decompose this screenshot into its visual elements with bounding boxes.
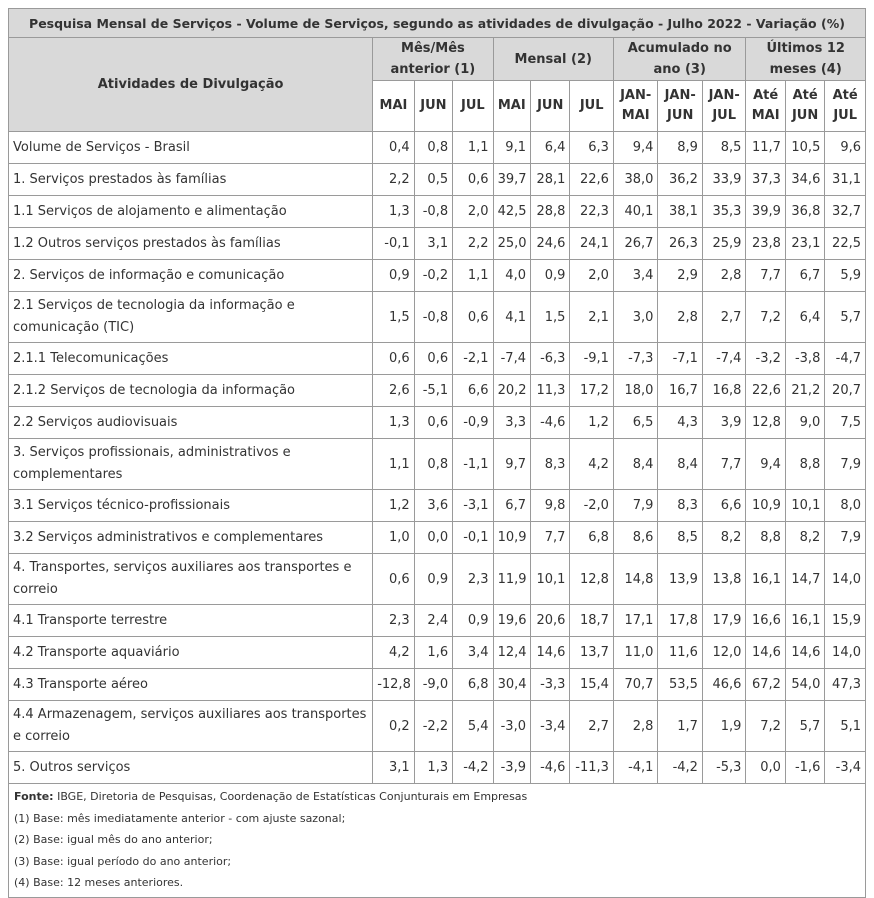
value-cell: 16,8 [702, 375, 746, 407]
row-label: 5. Outros serviços [9, 752, 373, 784]
table-row [9, 554, 866, 605]
sub-header: Até MAI [746, 81, 785, 132]
value-cell: 0,0 [414, 522, 452, 554]
value-cell: -3,4 [825, 752, 866, 784]
value-cell: 0,8 [414, 439, 452, 490]
value-cell: -1,6 [785, 752, 824, 784]
value-cell: 12,0 [702, 637, 746, 669]
footnote-1: (1) Base: mês imediatamente anterior - com ajuste sazonal; [14, 811, 346, 825]
value-cell: 4,1 [493, 292, 530, 343]
value-cell: 5,4 [453, 701, 493, 752]
sub-header: JUL [453, 81, 493, 132]
row-label: 2. Serviços de informação e comunicação [9, 260, 373, 292]
value-cell: -4,2 [453, 752, 493, 784]
value-cell: 21,2 [785, 375, 824, 407]
value-cell: 14,8 [613, 554, 658, 605]
value-cell: 14,6 [785, 637, 824, 669]
table-row [9, 196, 866, 228]
value-cell: 15,4 [570, 669, 614, 701]
value-cell: 1,3 [373, 196, 414, 228]
sub-header: JUN [530, 81, 569, 132]
value-cell: 24,6 [530, 228, 569, 260]
value-cell: 1,1 [453, 132, 493, 164]
value-cell: 8,6 [613, 522, 658, 554]
value-cell: 54,0 [785, 669, 824, 701]
value-cell: 5,7 [825, 292, 866, 343]
value-cell: 1,1 [453, 260, 493, 292]
value-cell: 3,1 [373, 752, 414, 784]
value-cell: 3,0 [613, 292, 658, 343]
row-label: 1.2 Outros serviços prestados às famílias [9, 228, 373, 260]
value-cell: 26,7 [613, 228, 658, 260]
value-cell: -6,3 [530, 343, 569, 375]
table-notes [8, 784, 866, 898]
value-cell: 2,2 [373, 164, 414, 196]
table-row [9, 669, 866, 701]
value-cell: -0,8 [414, 292, 452, 343]
group-header-ytd: Acumulado no ano (3) [613, 38, 746, 81]
value-cell: -0,8 [414, 196, 452, 228]
value-cell: -7,4 [493, 343, 530, 375]
source-text: IBGE, Diretoria de Pesquisas, Coordenação de Estatísticas Conjunturais em Empresas [53, 790, 528, 803]
value-cell: 20,7 [825, 375, 866, 407]
group-header-row [9, 38, 866, 81]
value-cell: 8,4 [658, 439, 703, 490]
value-cell: -4,2 [658, 752, 703, 784]
value-cell: 0,6 [414, 407, 452, 439]
value-cell: 47,3 [825, 669, 866, 701]
value-cell: 16,7 [658, 375, 703, 407]
value-cell: 2,6 [373, 375, 414, 407]
value-cell: 6,5 [613, 407, 658, 439]
value-cell: -3,8 [785, 343, 824, 375]
row-label: 2.1.2 Serviços de tecnologia da informação [9, 375, 373, 407]
value-cell: 9,1 [493, 132, 530, 164]
value-cell: 10,5 [785, 132, 824, 164]
row-label: 3.2 Serviços administrativos e complementares [9, 522, 373, 554]
value-cell: -9,0 [414, 669, 452, 701]
value-cell: 34,6 [785, 164, 824, 196]
source-note [14, 786, 860, 808]
value-cell: -9,1 [570, 343, 614, 375]
value-cell: 13,8 [702, 554, 746, 605]
value-cell: 14,0 [825, 554, 866, 605]
value-cell: 7,9 [613, 490, 658, 522]
value-cell: 17,1 [613, 605, 658, 637]
value-cell: 39,7 [493, 164, 530, 196]
value-cell: 2,9 [658, 260, 703, 292]
value-cell: 13,7 [570, 637, 614, 669]
value-cell: -2,2 [414, 701, 452, 752]
value-cell: 13,9 [658, 554, 703, 605]
row-label: Volume de Serviços - Brasil [9, 132, 373, 164]
value-cell: 2,3 [373, 605, 414, 637]
value-cell: 7,7 [746, 260, 785, 292]
value-cell: -3,1 [453, 490, 493, 522]
services-volume-table [8, 8, 866, 784]
value-cell: 67,2 [746, 669, 785, 701]
value-cell: 9,4 [613, 132, 658, 164]
value-cell: 2,8 [702, 260, 746, 292]
row-label: 4. Transportes, serviços auxiliares aos transportes e correio [9, 554, 373, 605]
value-cell: -4,6 [530, 752, 569, 784]
value-cell: 9,6 [825, 132, 866, 164]
value-cell: 23,8 [746, 228, 785, 260]
value-cell: 1,5 [530, 292, 569, 343]
value-cell: 10,9 [746, 490, 785, 522]
value-cell: 12,8 [570, 554, 614, 605]
group-header-monthly: Mensal (2) [493, 38, 613, 81]
row-label: 3.1 Serviços técnico-profissionais [9, 490, 373, 522]
table-head [9, 9, 866, 132]
value-cell: 42,5 [493, 196, 530, 228]
table-row [9, 164, 866, 196]
row-label: 4.2 Transporte aquaviário [9, 637, 373, 669]
value-cell: 3,6 [414, 490, 452, 522]
value-cell: 17,8 [658, 605, 703, 637]
table-row [9, 605, 866, 637]
row-label: 4.3 Transporte aéreo [9, 669, 373, 701]
value-cell: 1,6 [414, 637, 452, 669]
value-cell: 7,2 [746, 701, 785, 752]
value-cell: 22,6 [570, 164, 614, 196]
value-cell: 17,2 [570, 375, 614, 407]
value-cell: 0,9 [373, 260, 414, 292]
value-cell: 0,9 [414, 554, 452, 605]
value-cell: 24,1 [570, 228, 614, 260]
table-row [9, 132, 866, 164]
value-cell: 11,3 [530, 375, 569, 407]
value-cell: 11,9 [493, 554, 530, 605]
source-label: Fonte: [14, 790, 54, 803]
value-cell: 11,7 [746, 132, 785, 164]
value-cell: 3,9 [702, 407, 746, 439]
value-cell: 6,8 [570, 522, 614, 554]
value-cell: 35,3 [702, 196, 746, 228]
group-header-mom: Mês/Mês anterior (1) [373, 38, 493, 81]
footnote-3: (3) Base: igual período do ano anterior; [14, 854, 232, 868]
value-cell: 8,8 [746, 522, 785, 554]
table-row [9, 490, 866, 522]
table-row [9, 701, 866, 752]
value-cell: 2,7 [702, 292, 746, 343]
row-label: 1.1 Serviços de alojamento e alimentação [9, 196, 373, 228]
value-cell: 18,7 [570, 605, 614, 637]
value-cell: 8,8 [785, 439, 824, 490]
value-cell: 0,8 [414, 132, 452, 164]
value-cell: 1,5 [373, 292, 414, 343]
value-cell: 1,7 [658, 701, 703, 752]
value-cell: 6,6 [702, 490, 746, 522]
table-row [9, 260, 866, 292]
value-cell: 6,6 [453, 375, 493, 407]
value-cell: 8,3 [530, 439, 569, 490]
value-cell: 38,1 [658, 196, 703, 228]
value-cell: 14,7 [785, 554, 824, 605]
value-cell: 53,5 [658, 669, 703, 701]
value-cell: 3,1 [414, 228, 452, 260]
value-cell: 28,1 [530, 164, 569, 196]
value-cell: -0,1 [373, 228, 414, 260]
value-cell: 37,3 [746, 164, 785, 196]
value-cell: 8,5 [702, 132, 746, 164]
value-cell: -3,2 [746, 343, 785, 375]
services-table-container [8, 8, 866, 898]
value-cell: 8,4 [613, 439, 658, 490]
value-cell: 17,9 [702, 605, 746, 637]
value-cell: 2,3 [453, 554, 493, 605]
value-cell: 1,9 [702, 701, 746, 752]
value-cell: 6,7 [785, 260, 824, 292]
value-cell: -7,4 [702, 343, 746, 375]
value-cell: 8,3 [658, 490, 703, 522]
table-row [9, 228, 866, 260]
value-cell: 6,4 [785, 292, 824, 343]
value-cell: 3,3 [493, 407, 530, 439]
value-cell: 32,7 [825, 196, 866, 228]
value-cell: 36,8 [785, 196, 824, 228]
value-cell: 8,0 [825, 490, 866, 522]
value-cell: -5,1 [414, 375, 452, 407]
value-cell: 1,1 [373, 439, 414, 490]
value-cell: 3,4 [613, 260, 658, 292]
value-cell: -4,1 [613, 752, 658, 784]
value-cell: 0,4 [373, 132, 414, 164]
table-row [9, 522, 866, 554]
table-body [9, 132, 866, 784]
value-cell: 4,2 [373, 637, 414, 669]
value-cell: 14,0 [825, 637, 866, 669]
value-cell: 0,9 [530, 260, 569, 292]
table-row [9, 752, 866, 784]
table-row [9, 375, 866, 407]
sub-header: Até JUL [825, 81, 866, 132]
value-cell: 7,5 [825, 407, 866, 439]
value-cell: 0,0 [746, 752, 785, 784]
value-cell: 4,0 [493, 260, 530, 292]
value-cell: 2,8 [613, 701, 658, 752]
value-cell: -0,2 [414, 260, 452, 292]
value-cell: -3,0 [493, 701, 530, 752]
table-row [9, 439, 866, 490]
value-cell: 7,9 [825, 439, 866, 490]
sub-header: JAN-MAI [613, 81, 658, 132]
value-cell: -2,0 [570, 490, 614, 522]
value-cell: 5,7 [785, 701, 824, 752]
value-cell: 5,9 [825, 260, 866, 292]
table-title: Pesquisa Mensal de Serviços - Volume de Serviços, segundo as atividades de divulgação - Julho 2022 - Variação (%) [9, 9, 866, 38]
value-cell: 0,6 [373, 343, 414, 375]
group-header-12m: Últimos 12 meses (4) [746, 38, 866, 81]
value-cell: 16,6 [746, 605, 785, 637]
value-cell: -0,1 [453, 522, 493, 554]
value-cell: 4,3 [658, 407, 703, 439]
value-cell: 12,4 [493, 637, 530, 669]
value-cell: 8,2 [702, 522, 746, 554]
value-cell: 11,0 [613, 637, 658, 669]
row-label: 2.1 Serviços de tecnologia da informação e comunicação (TIC) [9, 292, 373, 343]
sub-header: JUL [570, 81, 614, 132]
activity-column-header: Atividades de Divulgação [9, 38, 373, 132]
footnote-2: (2) Base: igual mês do ano anterior; [14, 833, 213, 847]
value-cell: 0,6 [414, 343, 452, 375]
value-cell: -5,3 [702, 752, 746, 784]
value-cell: 6,7 [493, 490, 530, 522]
value-cell: 36,2 [658, 164, 703, 196]
value-cell: 2,8 [658, 292, 703, 343]
value-cell: 2,1 [570, 292, 614, 343]
value-cell: 39,9 [746, 196, 785, 228]
value-cell: 8,5 [658, 522, 703, 554]
value-cell: -11,3 [570, 752, 614, 784]
value-cell: 8,2 [785, 522, 824, 554]
value-cell: 0,6 [373, 554, 414, 605]
sub-header: Até JUN [785, 81, 824, 132]
sub-header: MAI [373, 81, 414, 132]
table-row [9, 637, 866, 669]
value-cell: 20,6 [530, 605, 569, 637]
value-cell: -3,4 [530, 701, 569, 752]
value-cell: 16,1 [746, 554, 785, 605]
value-cell: 15,9 [825, 605, 866, 637]
value-cell: 46,6 [702, 669, 746, 701]
value-cell: 28,8 [530, 196, 569, 228]
value-cell: 9,0 [785, 407, 824, 439]
value-cell: -3,3 [530, 669, 569, 701]
value-cell: 25,0 [493, 228, 530, 260]
value-cell: 1,3 [414, 752, 452, 784]
sub-header: JUN [414, 81, 452, 132]
value-cell: 7,7 [702, 439, 746, 490]
value-cell: 2,2 [453, 228, 493, 260]
value-cell: 9,8 [530, 490, 569, 522]
value-cell: 0,9 [453, 605, 493, 637]
value-cell: 70,7 [613, 669, 658, 701]
value-cell: 18,0 [613, 375, 658, 407]
value-cell: 10,9 [493, 522, 530, 554]
value-cell: -0,9 [453, 407, 493, 439]
value-cell: 10,1 [530, 554, 569, 605]
value-cell: 22,3 [570, 196, 614, 228]
sub-header: JAN-JUN [658, 81, 703, 132]
row-label: 2.2 Serviços audiovisuais [9, 407, 373, 439]
value-cell: 7,2 [746, 292, 785, 343]
value-cell: 0,6 [453, 292, 493, 343]
value-cell: 1,2 [373, 490, 414, 522]
value-cell: -7,1 [658, 343, 703, 375]
value-cell: 2,7 [570, 701, 614, 752]
value-cell: 14,6 [530, 637, 569, 669]
value-cell: 22,5 [825, 228, 866, 260]
value-cell: 7,9 [825, 522, 866, 554]
value-cell: -2,1 [453, 343, 493, 375]
table-row [9, 407, 866, 439]
value-cell: 9,4 [746, 439, 785, 490]
value-cell: 2,0 [453, 196, 493, 228]
footnote-4: (4) Base: 12 meses anteriores. [14, 876, 184, 890]
value-cell: 30,4 [493, 669, 530, 701]
row-label: 4.4 Armazenagem, serviços auxiliares aos transportes e correio [9, 701, 373, 752]
value-cell: 31,1 [825, 164, 866, 196]
value-cell: -4,7 [825, 343, 866, 375]
value-cell: -7,3 [613, 343, 658, 375]
table-row [9, 292, 866, 343]
value-cell: 33,9 [702, 164, 746, 196]
value-cell: 7,7 [530, 522, 569, 554]
value-cell: -4,6 [530, 407, 569, 439]
value-cell: 14,6 [746, 637, 785, 669]
value-cell: 0,2 [373, 701, 414, 752]
sub-header: MAI [493, 81, 530, 132]
row-label: 3. Serviços profissionais, administrativos e complementares [9, 439, 373, 490]
value-cell: 20,2 [493, 375, 530, 407]
value-cell: 5,1 [825, 701, 866, 752]
value-cell: 6,4 [530, 132, 569, 164]
value-cell: 40,1 [613, 196, 658, 228]
value-cell: 4,2 [570, 439, 614, 490]
value-cell: 8,9 [658, 132, 703, 164]
value-cell: 16,1 [785, 605, 824, 637]
value-cell: 3,4 [453, 637, 493, 669]
value-cell: 2,4 [414, 605, 452, 637]
value-cell: 0,6 [453, 164, 493, 196]
value-cell: 11,6 [658, 637, 703, 669]
value-cell: 6,8 [453, 669, 493, 701]
value-cell: 0,5 [414, 164, 452, 196]
value-cell: 1,3 [373, 407, 414, 439]
value-cell: 12,8 [746, 407, 785, 439]
value-cell: 10,1 [785, 490, 824, 522]
value-cell: 1,0 [373, 522, 414, 554]
value-cell: -1,1 [453, 439, 493, 490]
value-cell: 22,6 [746, 375, 785, 407]
value-cell: 25,9 [702, 228, 746, 260]
table-row [9, 343, 866, 375]
value-cell: 19,6 [493, 605, 530, 637]
value-cell: 38,0 [613, 164, 658, 196]
value-cell: -12,8 [373, 669, 414, 701]
value-cell: 26,3 [658, 228, 703, 260]
value-cell: 1,2 [570, 407, 614, 439]
row-label: 1. Serviços prestados às famílias [9, 164, 373, 196]
sub-header: JAN-JUL [702, 81, 746, 132]
row-label: 2.1.1 Telecomunicações [9, 343, 373, 375]
value-cell: -3,9 [493, 752, 530, 784]
value-cell: 23,1 [785, 228, 824, 260]
value-cell: 9,7 [493, 439, 530, 490]
value-cell: 2,0 [570, 260, 614, 292]
row-label: 4.1 Transporte terrestre [9, 605, 373, 637]
value-cell: 6,3 [570, 132, 614, 164]
